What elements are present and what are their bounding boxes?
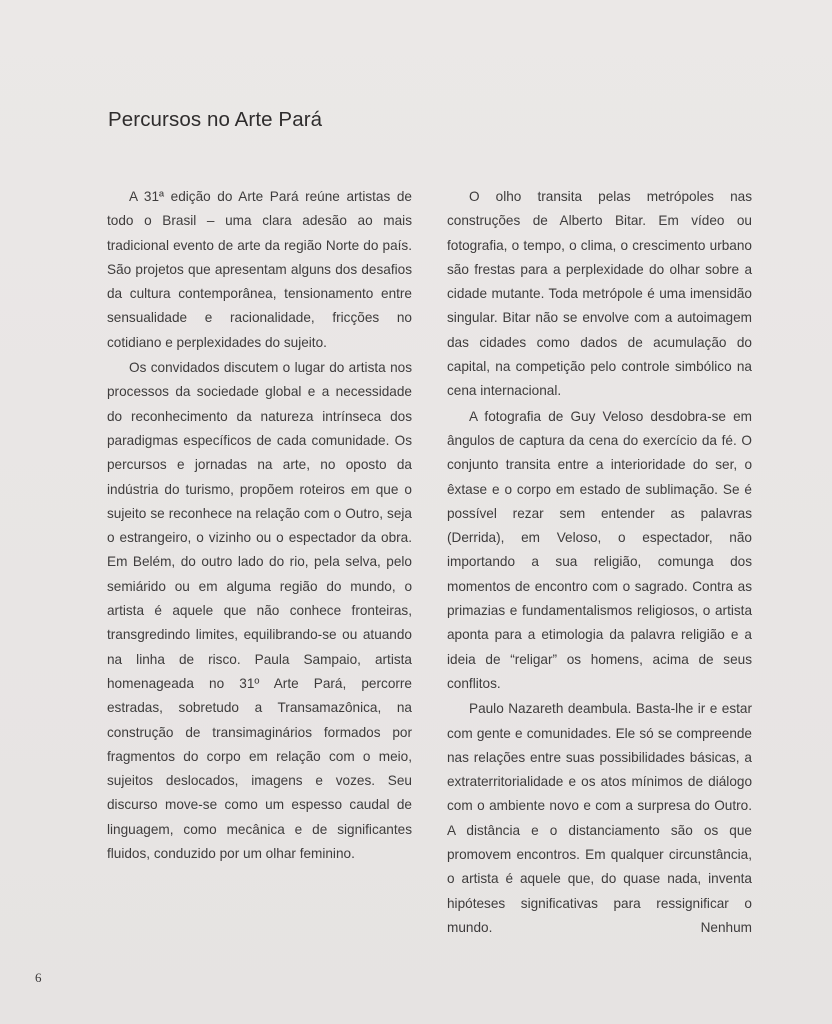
left-paragraph-1: A 31ª edição do Arte Pará reúne artistas de todo o Brasil – uma clara adesão ao mais tradicional evento de arte da região Norte do país. São projetos que apresentam alguns dos desafios da cultura contemporânea, tensionamento entre sensualidade e racionalidade, fricções no cotidiano e perplexidades do sujeito. [107,189,412,350]
left-paragraph-2: Os convidados discutem o lugar do artista nos processos da sociedade global e a necessidade do reconhecimento da natureza intrínseca dos paradigmas específicos de cada comunidade. Os percursos e jornadas na arte, no oposto da indústria do turismo, propõem roteiros em que o sujeito se reconhece na relação com o Outro, seja o estrangeiro, o vizinho ou o espectador da obra. Em Belém, do outro lado do rio, pela selva, pelo semiárido ou em alguma região do mundo, o artista é aquele que não conhece fronteiras, transgredindo limites, equilibrando-se ou atuando na linha de risco. Paula Sampaio, artista homenageada no 31º Arte Pará, percorre estradas, sobretudo a Transamazônica, na construção de transimaginários formados por fragmentos do corpo em relação com o meio, sujeitos deslocados, imagens e vozes. Seu discurso move-se como um espesso caudal de linguagem, como mecânica e de significantes fluidos, conduzido por um olhar feminino. [107,360,412,862]
right-paragraph-2: A fotografia de Guy Veloso desdobra-se em ângulos de captura da cena do exercício da fé. O conjunto transita entre a interioridade do ser, o êxtase e o corpo em estado de sublimação. Se é possível rezar sem entender as palavras (Derrida), em Veloso, o espectador, não importando a sua religião, comunga dos momentos de encontro com o sagrado. Contra as primazias e fundamentalismos religiosos, o artista aponta para a etimologia da palavra religião e a ideia de “religar” os homens, acima de seus conflitos. [447,408,752,691]
left-text-column [107,185,412,866]
right-paragraph-1: O olho transita pelas metrópoles nas construções de Alberto Bitar. Em vídeo ou fotografia, o tempo, o clima, o crescimento urbano são frestas para a perplexidade do olhar sobre a cidade mutante. Toda metrópole é uma imensidão singular. Bitar não se envolve com a autoimagem das cidades como dados de acumulação do capital, na competição pelo controle simbólico na cena internacional. [447,189,752,399]
page-number: 6 [35,970,42,985]
page-title: Percursos no Arte Pará [108,108,323,131]
right-paragraph-3: Paulo Nazareth deambula. Basta-lhe ir e estar com gente e comunidades. Ele só se compreende nas relações entre suas possibilidades básicas, a extraterritorialidade e os atos mínimos de diálogo com o ambiente novo e com a surpresa do Outro. A distância e o distanciamento são os que promovem encontros. Em qualquer circunstância, o artista é aquele que, do quase nada, inventa hipóteses significativas para ressignificar o mundo. Nenhum [447,701,752,935]
right-text-column [447,185,752,940]
